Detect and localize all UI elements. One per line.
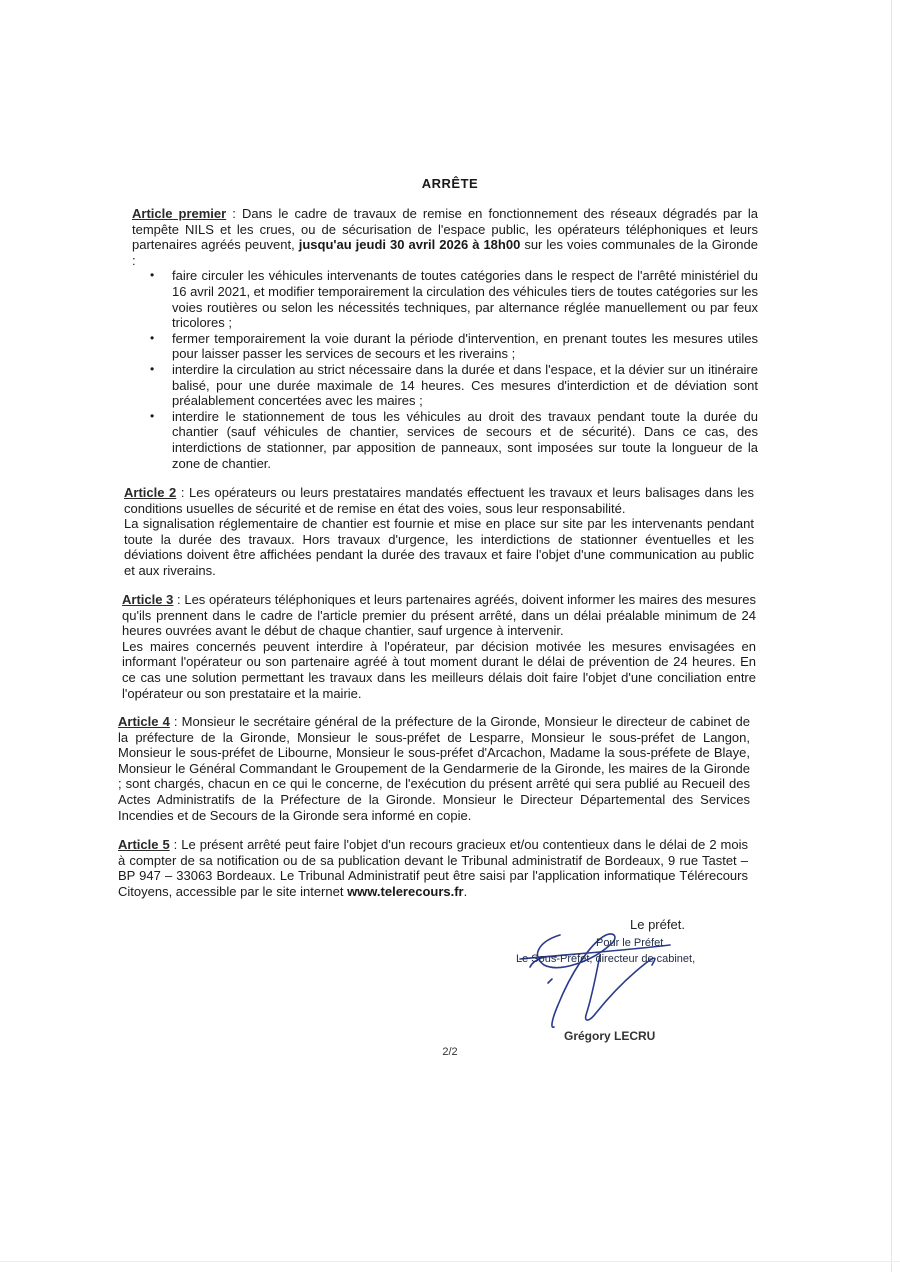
article-2-p2: La signalisation réglementaire de chantier est fournie et mise en place sur site par les intervenants pendant toute la durée des travaux. Hors travaux d'urgence, les interdictions de stationner éventuelles et les déviations doivent être affichées pendant la durée des travaux et faire l'objet d'une communication au public et aux riverains. bbox=[124, 516, 754, 578]
article-4-p1 bbox=[118, 714, 750, 823]
article-5-p1 bbox=[118, 837, 748, 899]
article-3-text: : Les opérateurs téléphoniques et leurs partenaires agréés, doivent informer les maires des mesures qu'ils prennent dans le cadre de l'article premier du présent arrêté, dans un délai préalable minimum de 24 heures ouvrées avant le début de chaque chantier, sauf urgence à intervenir. bbox=[122, 592, 756, 639]
page-edge-bottom bbox=[0, 1261, 900, 1262]
article-4 bbox=[118, 714, 750, 823]
article-2-text: : Les opérateurs ou leurs prestataires mandatés effectuent les travaux et leurs balisages dans les conditions usuelles de sécurité et de remise en état des voies, sous leur responsabilité. bbox=[124, 485, 754, 516]
article-3 bbox=[122, 592, 756, 701]
article-3-label: Article 3 bbox=[122, 592, 174, 607]
article-premier-label: Article premier bbox=[132, 206, 227, 221]
article-5-text: : Le présent arrêté peut faire l'objet d'un recours gracieux et/ou contentieux dans le délai de 2 mois à compter de sa notification ou de sa publication devant le Tribunal administratif de Bordeaux, 9 rue Tastet – BP 947 – 33063 Bordeaux. Le Tribunal Administratif peut être saisi par l'application informatique Télérecours Citoyens, accessible par le site internet bbox=[118, 837, 748, 899]
list-item: • faire circuler les véhicules intervenants de toutes catégories dans le respect de l'arrêté ministériel du 16 avril 2021, et modifier temporairement la circulation des véhicules tiers de toutes catégories sur les voies routières ou selon les nécessités techniques, par alternance réglée manuellement ou par feux tricolores ; bbox=[172, 268, 758, 330]
signatory-role: Le Sous-Préfet, directeur de cabinet, bbox=[516, 953, 696, 965]
article-premier-intro bbox=[132, 206, 758, 268]
signatory-title: Le préfet. bbox=[630, 917, 685, 932]
signatory-delegation: Pour le Préfet bbox=[596, 937, 664, 949]
article-premier bbox=[132, 206, 758, 471]
article-3-p1 bbox=[122, 592, 756, 639]
signatory-name: Grégory LECRU bbox=[564, 1029, 656, 1043]
article-3-p2: Les maires concernés peuvent interdire à l'opérateur, par décision motivée les mesures envisagées en informant l'opérateur ou son partenaire agréé à tout moment durant le délai de prévention de 24 heures. En ce cas une solution permettant les travaux dans les meilleurs délais doit faire l'objet d'une conciliation entre l'opérateur ou son prestataire et la mairie. bbox=[122, 638, 756, 701]
document-title: ARRÊTE bbox=[421, 176, 479, 191]
article-2 bbox=[124, 485, 754, 579]
article-premier-text-start: : Dans le cadre de travaux de remise en fonctionnement des réseaux dégradés par la tempête NILS et les crues, ou de sécurisation de l'espace public, les opérateurs téléphoniques et leurs partenaires agréés peuvent, bbox=[132, 206, 758, 253]
article-premier-list bbox=[132, 268, 758, 471]
article-5 bbox=[118, 837, 748, 899]
article-premier-text-end: sur les voies communales de la Gironde : bbox=[132, 237, 758, 268]
article-2-label: Article 2 bbox=[124, 485, 177, 500]
list-item: • interdire la circulation au strict nécessaire dans la durée et dans l'espace, et la dévier sur un itinéraire balisé, pour une durée maximale de 14 heures. Ces mesures d'interdiction et de déviation sont préalablement concertées avec les maires ; bbox=[172, 362, 758, 409]
page-number: 2/2 bbox=[442, 1046, 458, 1058]
article-2-p1 bbox=[124, 485, 754, 516]
list-item: • interdire le stationnement de tous les véhicules au droit des travaux pendant toute la durée du chantier (sauf véhicules de chantier, services de secours et de sécurité). Dans ce cas, des interdictions de stationner, par apposition de panneaux, sont imposées sur toute la longueur de la zone de chantier. bbox=[172, 409, 758, 471]
article-premier-deadline: jusqu'au jeudi 30 avril 2026 à 18h00 bbox=[298, 237, 521, 253]
list-item: • fermer temporairement la voie durant la période d'intervention, en prenant toutes les mesures utiles pour laisser passer les services de secours et les riverains ; bbox=[172, 331, 758, 362]
telerecours-link[interactable]: www.telerecours.fr bbox=[347, 883, 464, 899]
article-5-label: Article 5 bbox=[118, 837, 170, 852]
article-4-label: Article 4 bbox=[118, 714, 170, 729]
signature-block bbox=[500, 915, 740, 1055]
article-4-text: : Monsieur le secrétaire général de la préfecture de la Gironde, Monsieur le directeur de cabinet de la préfecture de la Gironde, Monsieur le sous-préfet de Lesparre, Monsieur le sous-préfet de Langon, Monsieur le sous-préfet de Libourne, Monsieur le sous-préfet d'Arcachon, Madame la sous-préfete de Blaye, Monsieur le Général Commandant le Groupement de la Gendarmerie de la Gironde, les maires de la Gironde ; sont chargés, chacun en ce qui le concerne, de l'exécution du présent arrêté qui sera publié au Recueil des Actes Administratifs de la Préfecture de la Gironde. Monsieur le Directeur Départemental des Services Incendies et de Secours de la Gironde sera informé en copie. bbox=[118, 714, 750, 823]
article-5-end: . bbox=[463, 883, 468, 899]
